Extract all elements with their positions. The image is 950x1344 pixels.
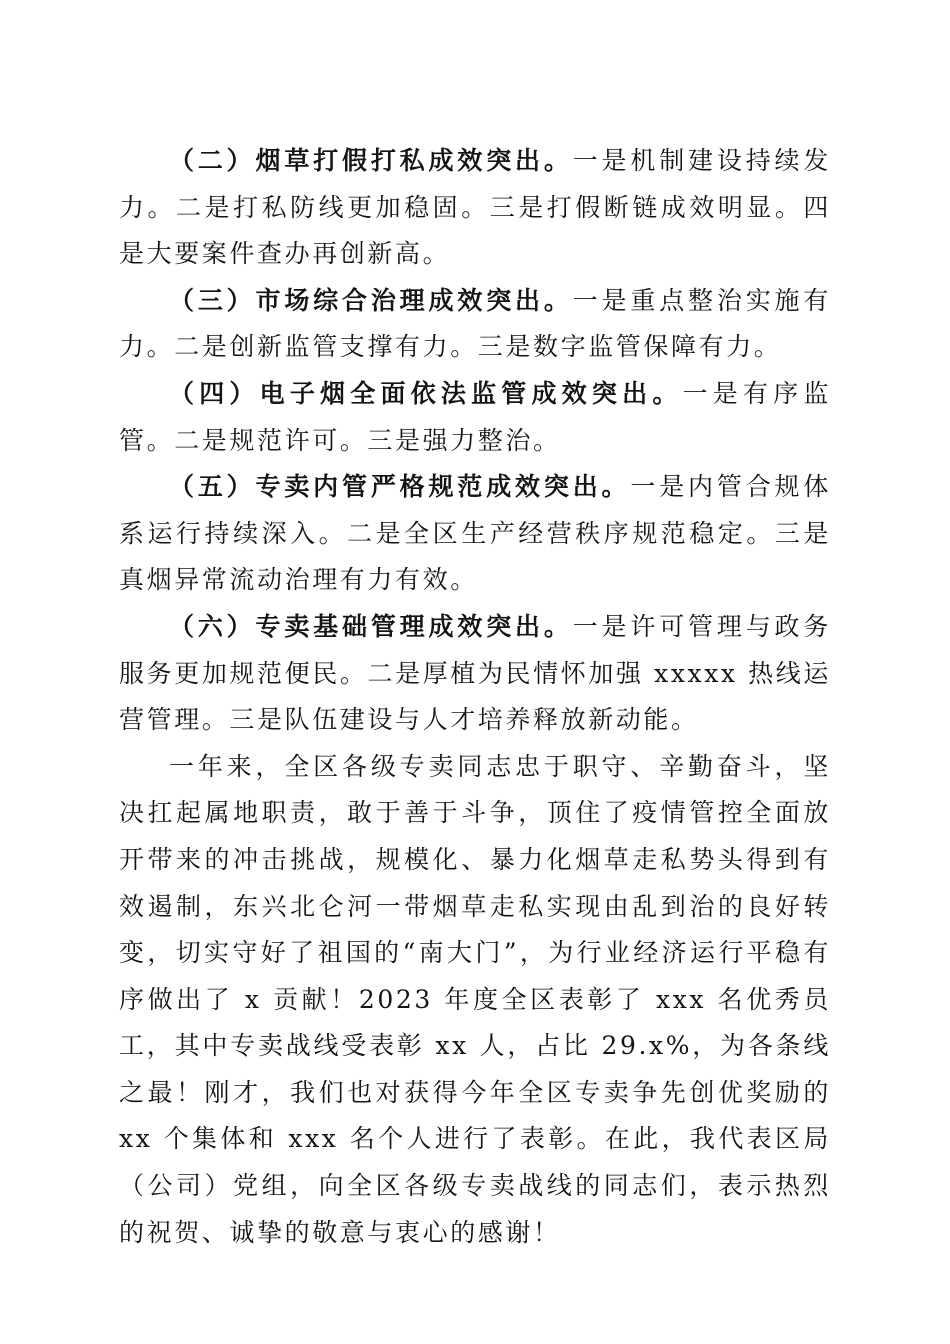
paragraph-text: 一是有序监管。二是规范许可。三是强力整治。 xyxy=(119,378,831,455)
paragraph-heading: （五）专卖内管严格规范成效突出。 xyxy=(169,472,631,502)
paragraph-e-cigarette-supervision xyxy=(119,371,831,464)
paragraph-text: 一是许可管理与政务服务更加规范便民。二是厚植为民情怀加强 xxxxx 热线运营管理。三是队伍建设与人才培养释放新动能。 xyxy=(119,611,831,735)
paragraph-text: 一是内管合规体系运行持续深入。二是全区生产经营秩序规范稳定。三是真烟异常流动治理有力有效。 xyxy=(119,472,831,595)
paragraph-internal-management xyxy=(119,464,831,604)
paragraph-market-governance xyxy=(119,278,831,371)
paragraph-heading: （四）电子烟全面依法监管成效突出。 xyxy=(169,378,683,408)
document-body xyxy=(119,138,831,1256)
paragraph-heading: （六）专卖基础管理成效突出。 xyxy=(169,611,573,641)
paragraph-text: 一是重点整治实施有力。二是创新监管支撑有力。三是数字监管保障有力。 xyxy=(119,285,831,362)
paragraph-basic-management xyxy=(119,604,831,744)
paragraph-heading: （三）市场综合治理成效突出。 xyxy=(169,285,573,315)
paragraph-annual-summary xyxy=(119,744,831,1257)
paragraph-text: 一年来，全区各级专卖同志忠于职守、辛勤奋斗，坚决扛起属地职责，敢于善于斗争，顶住了疫情管控全面放开带来的冲击挑战，规模化、暴力化烟草走私势头得到有效遏制，东兴北仑河一带烟草走私实现由乱到治的良好转变，切实守好了祖国的“南大门”，为行业经济运行平稳有序做出了 x 贡献！2023 年度全区表彰了 xxx 名优秀员工，其中专卖战线受表彰 xx 人，占比 29.x%，为各条线之最！刚才，我们也对获得今年全区专卖争先创优奖励的 xx 个集体和 xxx 名个人进行了表彰。在此，我代表区局（公司）党组，向全区各级专卖战线的同志们，表示热烈的祝贺、诚挚的敬意与衷心的感谢！ xyxy=(119,751,831,1247)
paragraph-text: 一是机制建设持续发力。二是打私防线更加稳固。三是打假断链成效明显。四是大要案件查办再创新高。 xyxy=(119,146,831,269)
paragraph-tobacco-anti-counterfeit xyxy=(119,138,831,278)
paragraph-heading: （二）烟草打假打私成效突出。 xyxy=(169,146,573,175)
